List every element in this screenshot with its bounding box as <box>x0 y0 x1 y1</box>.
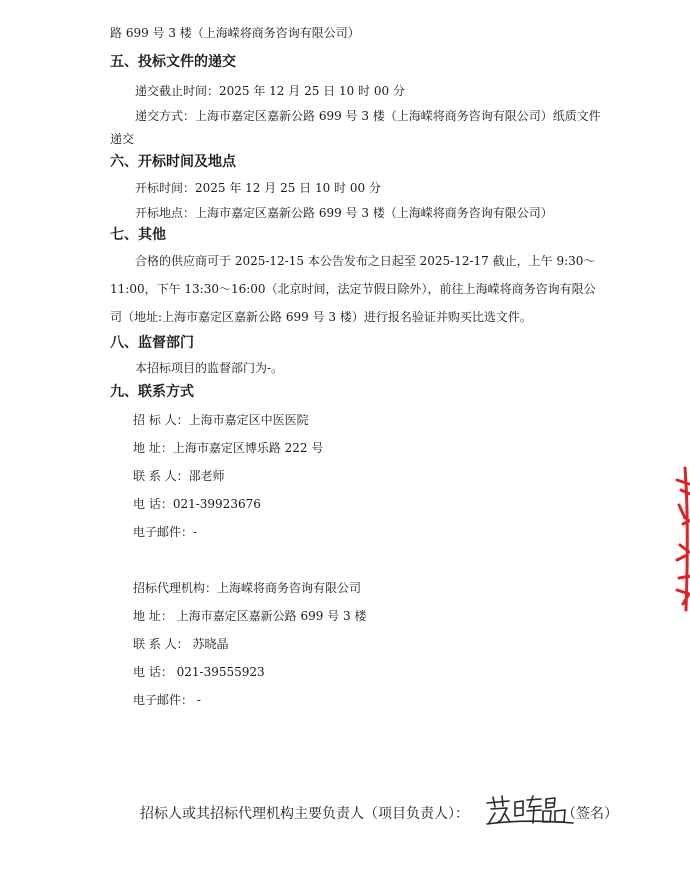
agency-phone: 电 话： 021-39555923 <box>133 665 265 679</box>
signature-prefix: 招标人或其招标代理机构主要负责人（项目负责人）： <box>140 806 469 822</box>
submission-method: 递交方式：上海市嘉定区嘉新公路 699 号 3 楼（上海嵘将商务咨询有限公司）纸质文件 <box>135 109 601 123</box>
submission-method-continued: 递交 <box>110 132 135 146</box>
red-seal-stamp <box>655 460 690 620</box>
submission-deadline: 递交截止时间：2025 年 12 月 25 日 10 时 00 分 <box>135 84 405 98</box>
agency-name: 招标代理机构：上海嵘将商务咨询有限公司 <box>133 581 362 595</box>
section-heading-submission: 五、投标文件的递交 <box>110 54 236 70</box>
tenderer-contact-person: 联 系 人：邵老师 <box>133 469 225 483</box>
bid-opening-time: 开标时间：2025 年 12 月 25 日 10 时 00 分 <box>135 181 381 195</box>
agency-email: 电子邮件： - <box>133 693 201 707</box>
other-paragraph-line-1: 合格的供应商可于 2025-12-15 本公告发布之日起至 2025-12-17 截止，上午 9:30～ <box>135 254 596 268</box>
section-heading-contact: 九、联系方式 <box>110 384 194 400</box>
section-heading-supervision: 八、监督部门 <box>110 335 194 351</box>
tenderer-phone: 电 话：021-39923676 <box>133 497 261 511</box>
other-paragraph-line-2: 11:00，下午 13:30～16:00（北京时间，法定节假日除外），前往上海嵘将商务咨询有限公 <box>110 282 596 296</box>
signature-suffix: （签名） <box>562 806 618 822</box>
agency-contact-person: 联 系 人： 苏晓晶 <box>133 637 229 651</box>
section-heading-other: 七、其他 <box>110 227 166 243</box>
agency-address: 地 址： 上海市嘉定区嘉新公路 699 号 3 楼 <box>133 609 367 623</box>
bid-opening-location: 开标地点：上海市嘉定区嘉新公路 699 号 3 楼（上海嵘将商务咨询有限公司） <box>135 206 553 220</box>
tenderer-address: 地 址：上海市嘉定区博乐路 222 号 <box>133 441 324 455</box>
other-paragraph-line-3: 司（地址:上海市嘉定区嘉新公路 699 号 3 楼）进行报名验证并购买比选文件。 <box>110 310 532 324</box>
tenderer-email: 电子邮件：- <box>133 525 198 539</box>
continued-address-line: 路 699 号 3 楼（上海嵘将商务咨询有限公司） <box>110 26 360 40</box>
tenderer-name: 招 标 人：上海市嘉定区中医医院 <box>133 413 309 427</box>
handwritten-signature <box>483 793 575 827</box>
supervision-department: 本招标项目的监督部门为-。 <box>135 361 284 375</box>
section-heading-bid-opening: 六、开标时间及地点 <box>110 154 236 170</box>
